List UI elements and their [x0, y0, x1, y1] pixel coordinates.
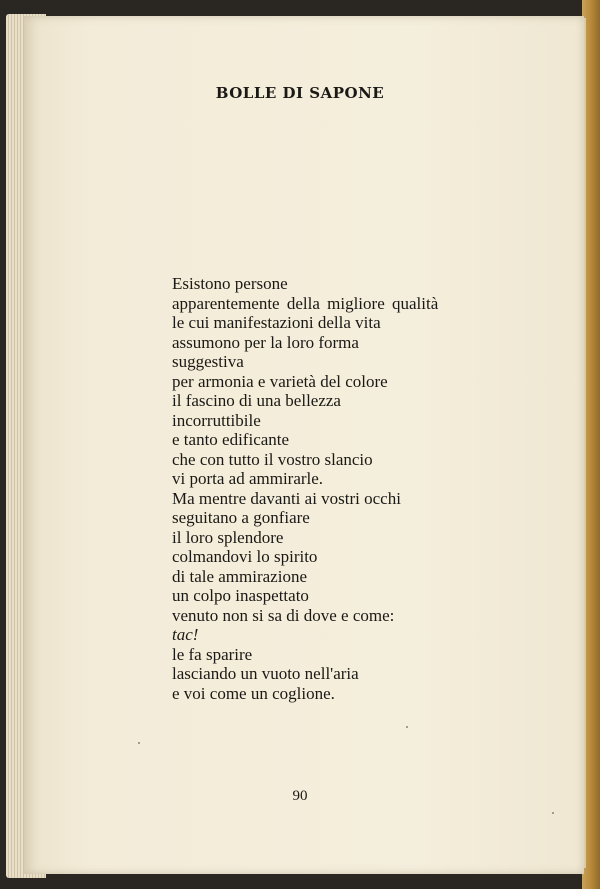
poem-line-italic: tac! [172, 625, 199, 644]
poem-line: apparentemente della migliore qualità [172, 293, 439, 313]
paper-speck [406, 726, 408, 728]
poem-line: di tale ammirazione [172, 566, 307, 586]
poem-line: e tanto edificante [172, 430, 290, 449]
poem-line: il loro splendore [172, 527, 284, 547]
poem-line: venuto non si sa di dove e come: [172, 605, 395, 625]
poem-line: un colpo inaspettato [172, 586, 309, 605]
poem-line: per armonia e varietà del colore [172, 371, 388, 391]
poem-line: suggestiva [172, 352, 244, 371]
poem-title: BOLLE DI SAPONE [215, 84, 385, 102]
poem-line: le fa sparire [172, 644, 253, 664]
poem-line: assumono per la loro forma [172, 332, 359, 352]
poem-line: vi porta ad ammirarle. [172, 469, 324, 488]
poem-line: incorruttibile [172, 410, 261, 430]
poem-line: e voi come un coglione. [172, 683, 335, 703]
page-number: 90 [292, 788, 308, 804]
poem-line: le cui manifestazioni della vita [172, 313, 381, 332]
poem-line: Ma mentre davanti ai vostri occhi [172, 488, 401, 508]
poem-line: che con tutto il vostro slancio [172, 449, 373, 469]
poem-line: il fascino di una bellezza [172, 391, 341, 410]
paper-speck [552, 812, 554, 814]
poem-line: seguitano a gonfiare [172, 508, 310, 527]
poem-line: Esistono persone [172, 274, 288, 293]
paper-speck [138, 742, 140, 744]
poem-body [172, 274, 438, 703]
poem-line: lasciando un vuoto nell'aria [172, 664, 359, 683]
poem-line: colmandovi lo spirito [172, 547, 318, 566]
